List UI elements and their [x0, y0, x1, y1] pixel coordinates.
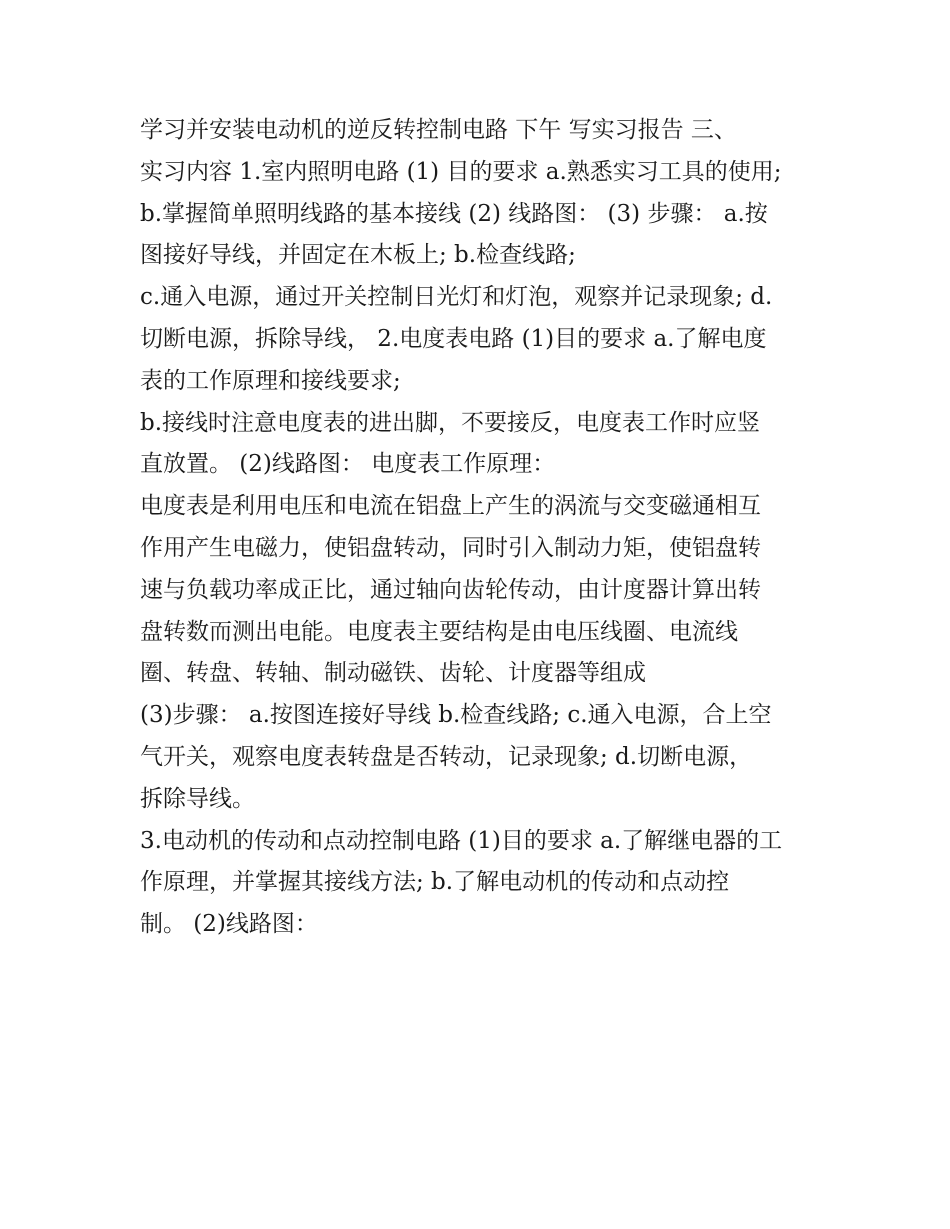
text-line: 学习并安装电动机的逆反转控制电路 下午 写实习报告 三、	[140, 117, 737, 143]
text-line: 切断电源，拆除导线， 2.电度表电路 (1)目的要求 a.了解电度	[140, 325, 767, 352]
text-line: 3.电动机的传动和点动控制电路 (1)目的要求 a.了解继电器的工	[140, 827, 783, 854]
text-line: 盘转数而测出电能。电度表主要结构是由电压线圈、电流线	[140, 618, 738, 645]
text-line: c.通入电源，通过开关控制日光灯和灯泡，观察并记录现象; d.	[140, 284, 773, 311]
text-line: 拆除导线。	[140, 785, 255, 812]
text-line: 圈、转盘、转轴、制动磁铁、齿轮、计度器等组成	[140, 660, 646, 687]
text-line: 电度表是利用电压和电流在铝盘上产生的涡流与交变磁通相互	[140, 493, 761, 520]
text-line: 图接好导线，并固定在木板上; b.检查线路;	[140, 242, 576, 269]
text-line: 作原理，并掌握其接线方法; b.了解电动机的传动和点动控	[140, 869, 730, 896]
report-text	[140, 110, 820, 946]
text-line: (3)步骤： a.按图连接好导线 b.检查线路; c.通入电源，合上空	[140, 702, 772, 729]
text-line: 制。 (2)线路图：	[140, 911, 318, 938]
text-line: 气开关，观察电度表转盘是否转动，记录现象; d.切断电源，	[140, 743, 753, 770]
text-line: b.接线时注意电度表的进出脚，不要接反，电度表工作时应竖	[140, 409, 761, 436]
text-line: 速与负载功率成正比，通过轴向齿轮传动，由计度器计算出转	[140, 576, 761, 603]
text-line: b.掌握简单照明线路的基本接线 (2) 线路图： (3) 步骤： a.按	[140, 200, 768, 227]
text-line: 直放置。 (2)线路图： 电度表工作原理：	[140, 451, 556, 478]
text-line: 实习内容 1.室内照明电路 (1) 目的要求 a.熟悉实习工具的使用;	[140, 158, 782, 185]
text-line: 作用产生电磁力，使铝盘转动，同时引入制动力矩，使铝盘转	[140, 534, 761, 561]
text-line: 表的工作原理和接线要求;	[140, 367, 401, 394]
